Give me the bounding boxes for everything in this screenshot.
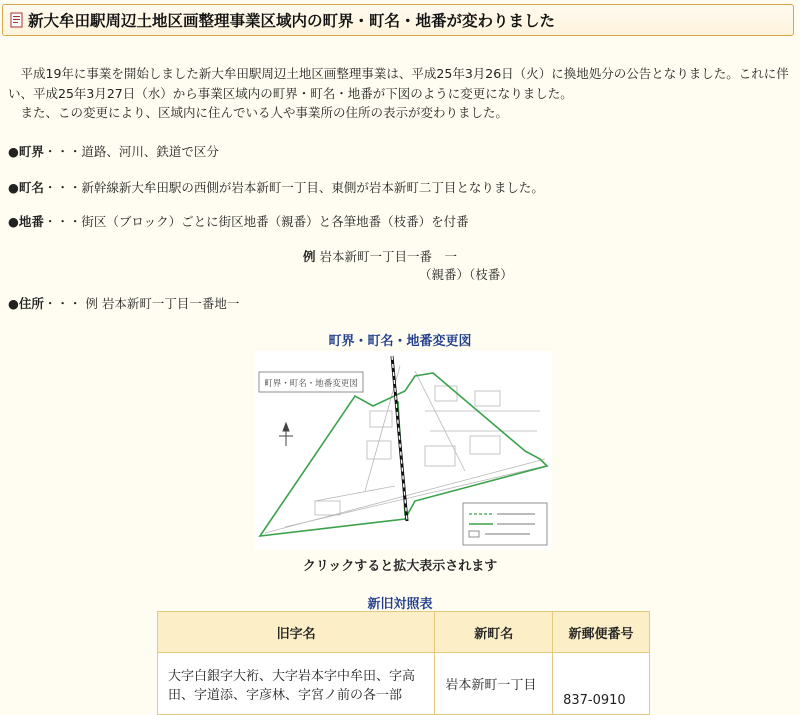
map-inner-label: 町界・町名・地番変更図: [264, 379, 358, 389]
town-name-definition: [8, 179, 544, 197]
example-line-1: [303, 247, 457, 265]
address-definition: [8, 295, 239, 313]
correspondence-table: [157, 611, 650, 715]
page-title: 新大牟田駅周辺土地区画整理事業区域内の町界・町名・地番が変わりました: [28, 12, 556, 30]
boundary-label: ●町界: [8, 144, 44, 159]
map-caption: クリックすると拡大表示されます: [302, 559, 498, 574]
address-label: ●住所: [8, 296, 44, 311]
example-label: 例: [303, 249, 316, 264]
lot-number-text: ・・・街区（ブロック）ごとに街区地番（親番）と各筆地番（枝番）を付番: [43, 214, 469, 229]
boundary-text: ・・・道路、河川、鉄道で区分: [43, 144, 219, 159]
example-line-2: （親番）（枝番）: [419, 267, 513, 282]
town-name-text: ・・・新幹線新大牟田駅の西側が岩本新町一丁目、東側が岩本新町二丁目となりました。: [43, 180, 544, 195]
header-new-town: 新町名: [435, 612, 553, 653]
intro-paragraph-1: 平成19年に事業を開始しました新大牟田駅周辺土地区画整理事業は、平成25年3月26日（火）に換地処分の公告となりました。これに伴い、平成25年3月27日（水）から事業区域内の町界・町名・地番が下図のように変更になりました。: [8, 66, 789, 101]
title-bar: [2, 4, 794, 36]
intro-paragraph-2: また、この変更により、区域内に住んでいる人や事業所の住所の表示が変わりました。: [20, 105, 509, 120]
map-image-link[interactable]: [255, 351, 552, 550]
example-address: 岩本新町一丁目一番 一: [319, 249, 458, 264]
map-image[interactable]: [255, 351, 552, 550]
table-header-row: [158, 612, 650, 653]
lot-number-definition: [8, 213, 469, 231]
intro-text: [8, 64, 794, 123]
header-old-name: 旧字名: [158, 612, 435, 653]
document-icon: [9, 12, 25, 28]
cell-new-town: 岩本新町一丁目: [435, 653, 553, 715]
header-postal-code: 新郵便番号: [553, 612, 650, 653]
lot-number-label: ●地番: [8, 214, 44, 229]
address-text: ・・・ 例 岩本新町一丁目一番地一: [43, 296, 240, 311]
boundary-definition: [8, 143, 219, 161]
map-heading: 町界・町名・地番変更図: [328, 334, 472, 349]
table-row: [158, 653, 650, 715]
town-name-label: ●町名: [8, 180, 44, 195]
table-heading: 新旧対照表: [367, 597, 433, 612]
cell-postal-code: 837-0910: [553, 653, 650, 715]
cell-old-name: 大字白銀字大裄、大字岩本字中牟田、字高田、字道添、字彦林、字宮ノ前の各一部: [158, 653, 435, 715]
